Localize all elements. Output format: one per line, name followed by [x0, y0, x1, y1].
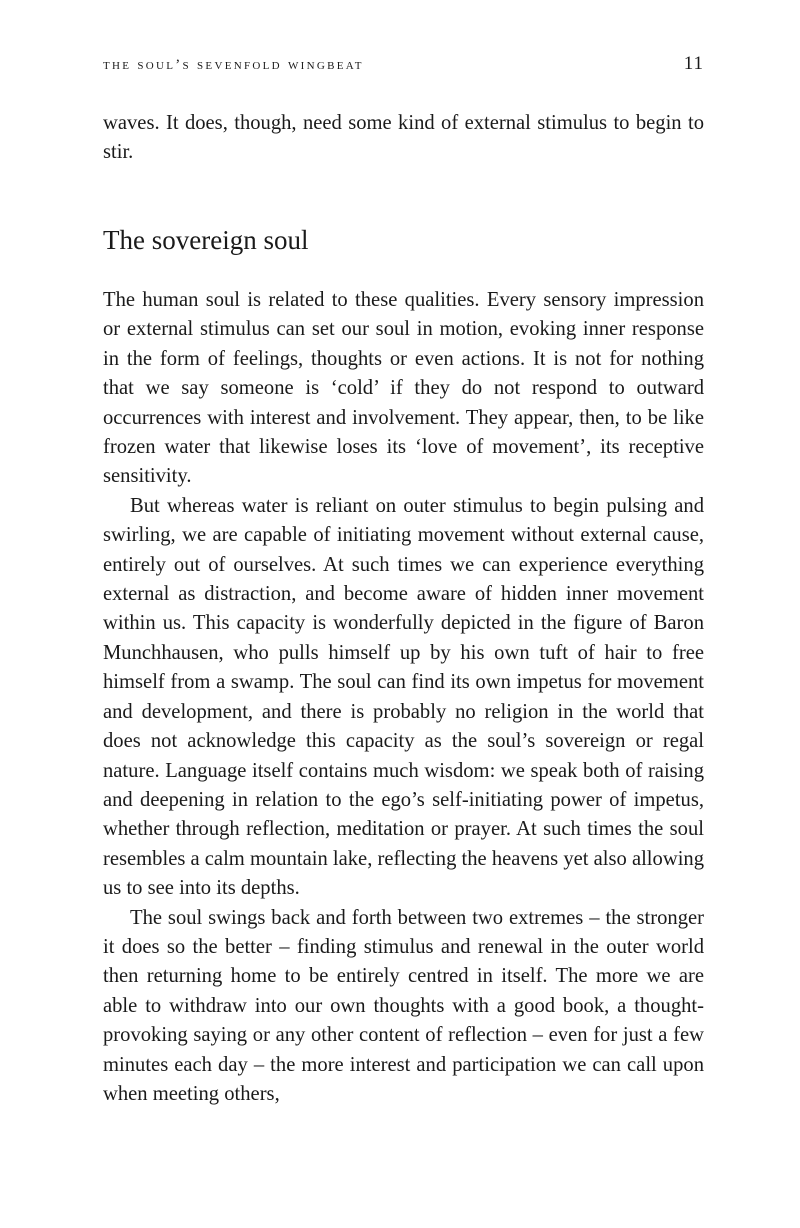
- page-number: 11: [683, 53, 704, 74]
- lead-paragraph: waves. It does, though, need some kind of external stimulus to begin to stir.: [103, 112, 704, 164]
- lead-paragraph-block: [103, 109, 704, 168]
- running-head: [103, 53, 704, 77]
- section-heading: The sovereign soul: [103, 225, 309, 255]
- section-paragraph-2: But whereas water is reliant on outer stimulus to begin pulsing and swirling, we are capable of initiating movement without external cause, entirely out of ourselves. At such times we can experience everything external as distraction, and become aware of hidden inner movement within us. This capacity is wonderfully depicted in the figure of Baron Munchhausen, who pulls himself up by his own tuft of hair to free himself from a swamp. The soul can find its own impetus for movement and development, and there is probably no religion in the world that does not acknowledge this capacity as the soul’s sovereign or regal nature. Language itself contains much wisdom: we speak both of raising and deepening in relation to the ego’s self-initiating power of impetus, whether through reflection, meditation or prayer. At such times the soul resembles a calm mountain lake, reflecting the heavens yet also allowing us to see into its depths.: [103, 494, 705, 900]
- section-paragraph-3: The soul swings back and forth between two extremes – the stronger it does so the better – finding stimulus and renewal in the outer world then returning home to be entirely centred in itself. The more we are able to withdraw into our own thoughts with a good book, a thought-provoking saying or any other content of reflection – even for just a few minutes each day – the more interest and participation we can call upon when meeting others,: [103, 906, 704, 1105]
- section-paragraph-1: The human soul is related to these qualities. Every sensory impression or external stimulus can set our soul in motion, evoking inner response in the form of feelings, thoughts or even actions. It is not for nothing that we say someone is ‘cold’ if they do not respond to outward occurrences with interest and involvement. They appear, then, to be like frozen water that likewise loses its ‘love of movement’, its receptive sensitivity.: [103, 289, 704, 488]
- section-body: [103, 286, 704, 1109]
- running-title: the soul’s sevenfold wingbeat: [103, 57, 364, 73]
